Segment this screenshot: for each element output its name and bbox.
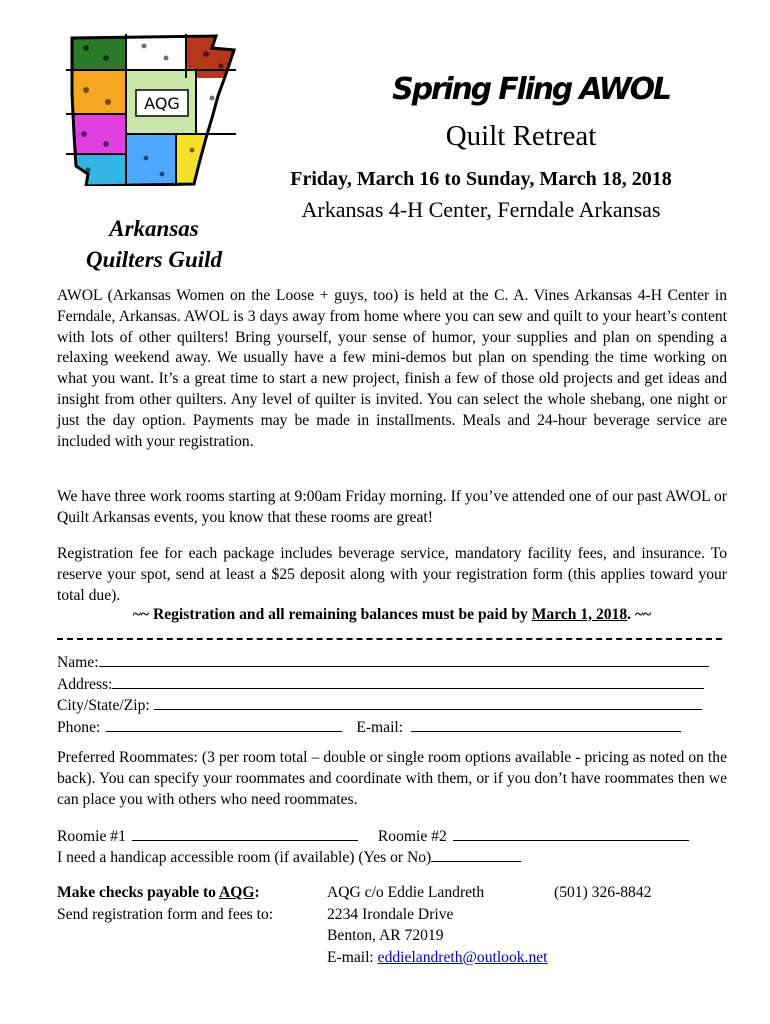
deadline-notice	[57, 606, 727, 624]
city-state-zip-field[interactable]	[154, 695, 702, 710]
address-line1: AQG c/o Eddie Landreth	[327, 884, 485, 901]
address-line3: Benton, AR 72019	[327, 927, 444, 944]
logo-text: AQG	[144, 94, 180, 113]
roomie2-field[interactable]	[453, 826, 689, 841]
event-subtitle: Quilt Retreat	[445, 120, 597, 152]
roomie-row	[57, 826, 689, 847]
deadline-suffix: . ~~	[627, 606, 652, 623]
send-to-label: Send registration form and fees to:	[57, 905, 274, 923]
rooms-paragraph: We have three work rooms starting at 9:00am Friday morning. If you’ve attended one of our past AWOL or Quilt Arkansas events, you know that these rooms are great!	[57, 488, 727, 526]
roomie1-label: Roomie #1	[57, 828, 126, 845]
handicap-label: I need a handicap accessible room (if available) (Yes or No)	[57, 849, 432, 866]
event-dates: Friday, March 16 to Sunday, March 18, 2018	[290, 168, 672, 190]
name-field[interactable]	[99, 652, 709, 667]
fees-paragraph: Registration fee for each package includes beverage service, mandatory facility fees, and insurance. To reserve your spot, send at least a $25 deposit along with your registration form (this applies toward your total due).	[57, 545, 727, 604]
roomie1-field[interactable]	[132, 826, 358, 841]
guild-name-line2: Quilters Guild	[85, 247, 223, 272]
roommates-paragraph: Preferred Roommates: (3 per room total – double or single room options available - pricing as noted on the back). You can specify your roommates and coordinate with them, or if you don’t have roommates then we can place you with others who need roommates.	[57, 749, 727, 808]
aqg-quilt-logo	[66, 34, 236, 186]
email-label: E-mail:	[356, 718, 404, 736]
cut-line-divider	[57, 624, 722, 640]
contact-email-line	[327, 947, 557, 969]
event-venue: Arkansas 4-H Center, Ferndale Arkansas	[301, 197, 661, 222]
address-row	[57, 674, 727, 696]
registration-form	[57, 652, 727, 738]
guild-name-line1: Arkansas	[109, 216, 199, 241]
checks-payee: AQG	[219, 884, 255, 901]
roommate-form	[57, 826, 689, 868]
email-field[interactable]	[411, 717, 681, 732]
contact-email-link[interactable]: eddielandreth@outlook.net	[377, 948, 548, 966]
event-title: Spring Fling AWOL	[392, 72, 670, 107]
mailing-address	[327, 882, 557, 968]
phone-email-row	[57, 717, 727, 739]
city-row	[57, 695, 727, 717]
name-row	[57, 652, 727, 674]
checks-prefix: Make checks payable to	[57, 884, 219, 901]
phone-label: Phone:	[57, 718, 101, 736]
checks-payable-line	[57, 882, 337, 904]
handicap-field[interactable]	[431, 847, 521, 862]
phone-field[interactable]	[106, 717, 342, 732]
deadline-prefix: ~~ Registration and all remaining balances must be paid by	[132, 606, 532, 623]
roomie2-label: Roomie #2	[377, 828, 447, 845]
intro-paragraph: AWOL (Arkansas Women on the Loose + guys, too) is held at the C. A. Vines Arkansas 4-H Center in Ferndale, Arkansas. AWOL is 3 days away from home where you can sew and quilt to your heart’s content with lots of other quilters! Bring yourself, your sense of humor, your supplies and plan on spending a relaxing weekend away. We usually have a few mini-demos but plan on spending the time working on what you want. It’s a great time to start a new project, finish a few of those old projects and get ideas and insight from other quilters. Any level of quilter is invited. You can select the whole shebang, one night or just the day option. Payments may be made in installments. Meals and 24-hour beverage service are included with your registration.	[57, 287, 727, 450]
guild-name	[74, 213, 234, 275]
deadline-date: March 1, 2018	[531, 606, 628, 623]
handicap-row	[57, 847, 689, 868]
name-label: Name:	[57, 654, 99, 671]
city-state-zip-label: City/State/Zip:	[57, 697, 150, 714]
address-field[interactable]	[112, 674, 704, 689]
contact-phone: (501) 326-8842	[554, 884, 652, 901]
checks-suffix: :	[254, 884, 260, 901]
address-label: Address:	[57, 675, 113, 693]
payment-instructions	[57, 882, 337, 925]
header	[256, 70, 706, 224]
email-prefix: E-mail:	[327, 948, 378, 966]
address-line2: 2234 Irondale Drive	[327, 905, 454, 923]
